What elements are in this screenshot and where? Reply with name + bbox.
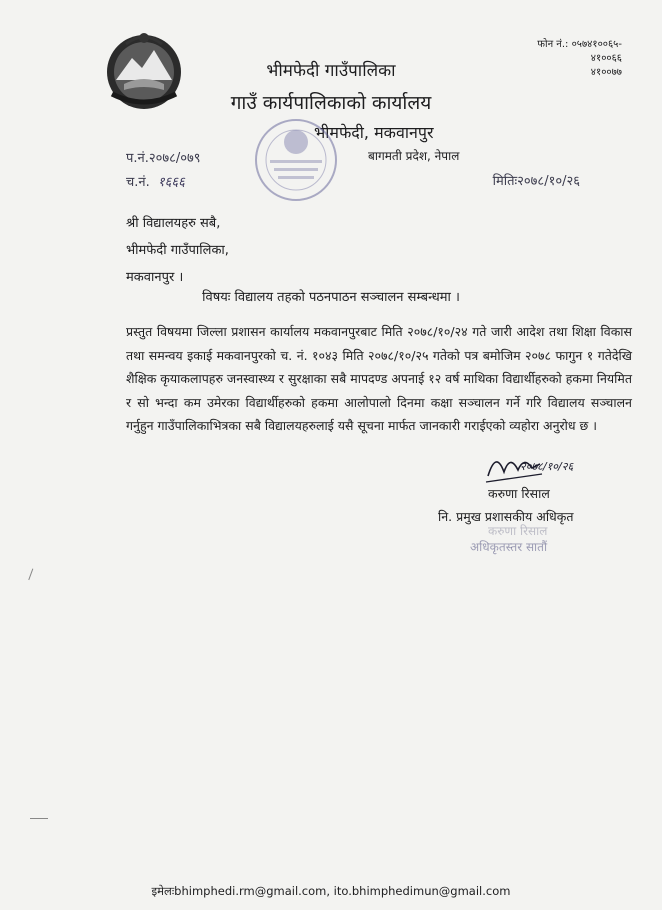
recipient-line-1: श्री विद्यालयहरु सबै, bbox=[126, 216, 221, 231]
office-stamp bbox=[252, 116, 340, 206]
stamp-rank: अधिकृतस्तर सातौं bbox=[470, 540, 548, 554]
signer-name: करुणा रिसाल bbox=[488, 486, 550, 501]
org-name: भीमफेदी गाउँपालिका bbox=[266, 61, 396, 81]
office-place: भीमफेदी, मकवानपुर bbox=[314, 123, 434, 142]
subject-line: विषयः विद्यालय तहको पठनपाठन सञ्चालन सम्बन्धमा । bbox=[202, 290, 460, 305]
recipient-line-2: भीमफेदी गाउँपालिका, bbox=[126, 243, 229, 258]
dispatch-value: १६६६ bbox=[157, 175, 185, 190]
margin-mark-2 bbox=[30, 818, 48, 819]
handwritten-signature bbox=[482, 446, 602, 486]
letter-date: मितिः२०७८/१०/२६ bbox=[492, 174, 580, 189]
signer-title: नि. प्रमुख प्रशासकीय अधिकृत bbox=[438, 509, 574, 524]
dispatch-number bbox=[126, 172, 185, 190]
phone-line-2: ४१००६६ bbox=[590, 53, 622, 64]
office-province: बागमती प्रदेश, नेपाल bbox=[368, 149, 460, 163]
phone-line-1: फोन नं.: ०५७४१००६५- bbox=[537, 39, 622, 50]
office-name: गाउँ कार्यपालिकाको कार्यालय bbox=[230, 92, 432, 114]
dispatch-label: च.नं. bbox=[126, 175, 150, 190]
recipient-line-3: मकवानपुर । bbox=[126, 270, 184, 285]
recipient-block bbox=[126, 210, 229, 291]
phone-block bbox=[537, 38, 622, 80]
signature-date: २०७८/१०/२६ bbox=[520, 460, 574, 473]
stamp-name: करुणा रिसाल bbox=[488, 524, 548, 538]
phone-line-3: ४१००७७ bbox=[590, 67, 622, 78]
margin-mark bbox=[28, 568, 42, 583]
reference-number: प.नं.२०७८/०७९ bbox=[126, 151, 201, 166]
footer-email: इमेलःbhimphedi.rm@gmail.com, ito.bhimphedimun@gmail.com bbox=[151, 884, 511, 898]
letter-body: प्रस्तुत विषयमा जिल्ला प्रशासन कार्यालय मकवानपुरबाट मिति २०७८/१०/२४ गते जारी आदेश तथा शिक्षा विकास तथा समन्वय इकाई मकवानपुरको च. नं. १०४३ मिति २०७८/१०/२५ गतेको पत्र बमोजिम २०७८ फागुन १ गतेदेखि शैक्षिक कृयाकलापहरु जनस्वास्थ्य र सुरक्षाका सबै मापदण्ड अपनाई १२ वर्ष माथिका विद्यार्थीहरुको हकमा नियमित र सो भन्दा कम उमेरका विद्यार्थीहरुको हकमा आलोपालो दिनमा कक्षा सञ्चालन गर्ने गरि विद्यालय सञ्चालन गर्नुहुन गाउँपालिकाभित्रका सबै विद्यालयहरुलाई यसै सूचना मार्फत जानकारी गराईएको व्यहोरा अनुरोध छ । bbox=[126, 324, 632, 433]
